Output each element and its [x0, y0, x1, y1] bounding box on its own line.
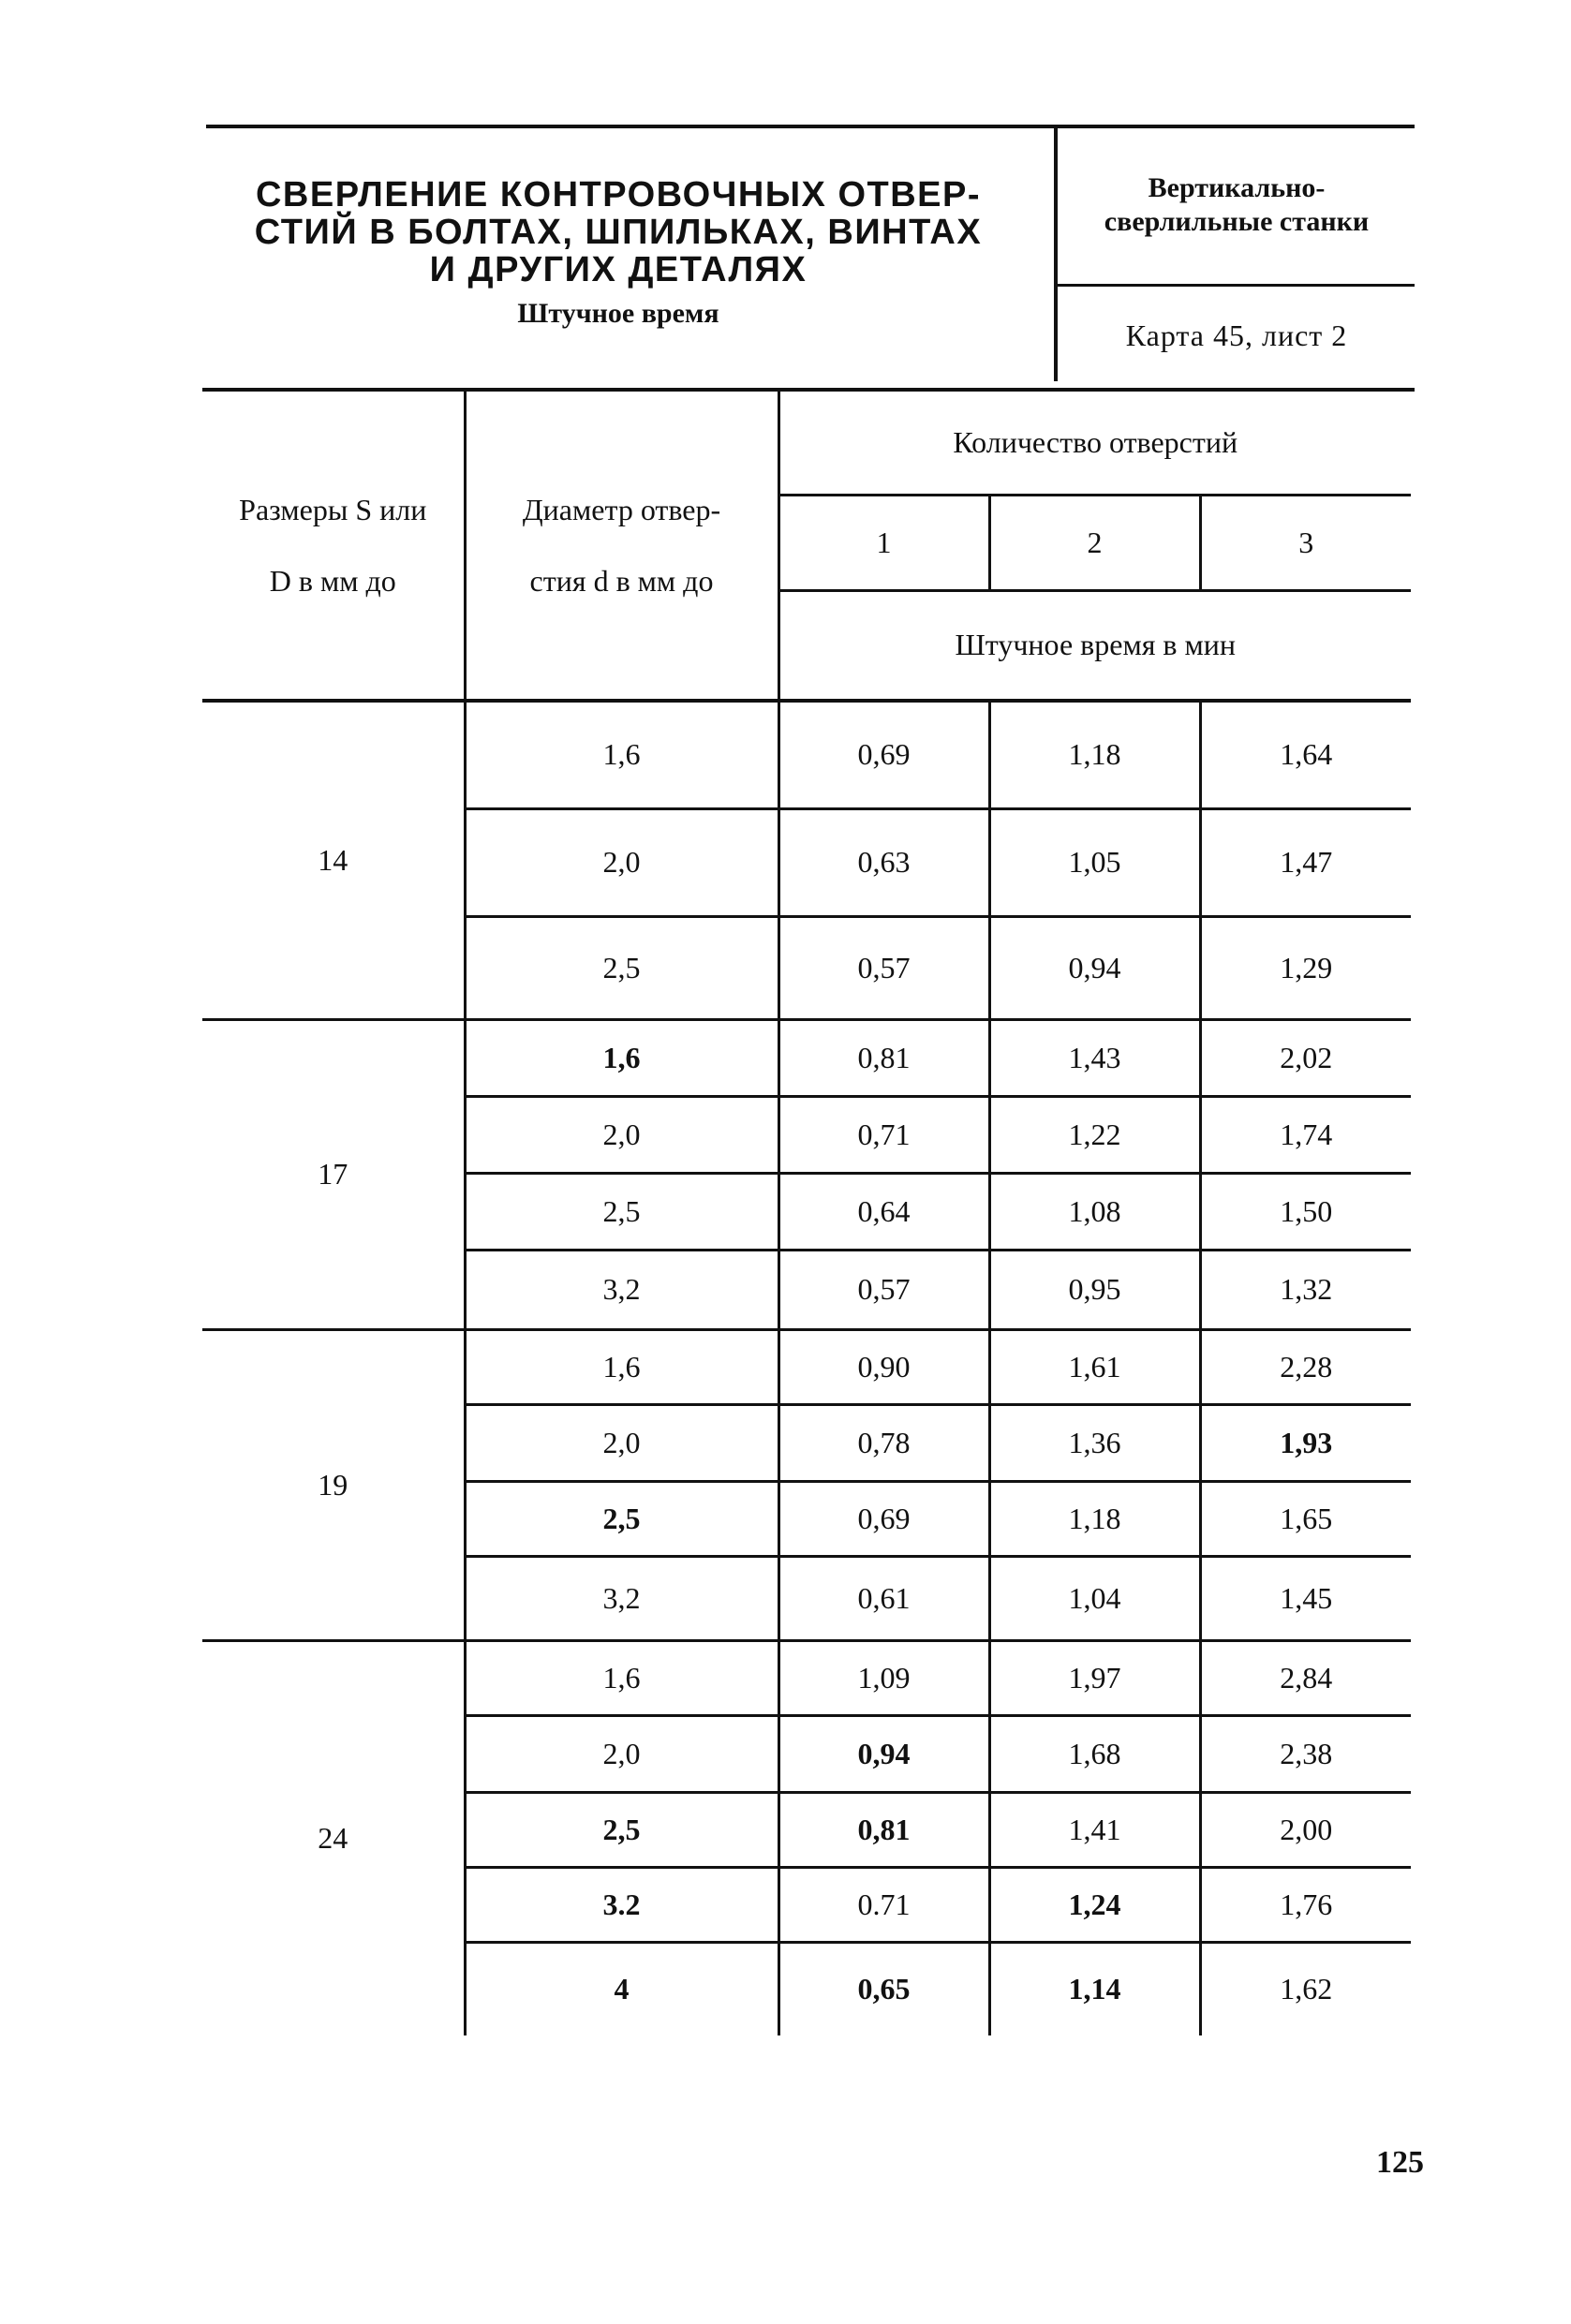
- hole-count-2: 2: [989, 495, 1200, 590]
- diameter-value: 3,2: [465, 1250, 778, 1329]
- time-value: 0,61: [778, 1556, 989, 1640]
- time-value: 2,02: [1200, 1019, 1411, 1096]
- time-value: 1,68: [989, 1715, 1200, 1792]
- time-value: 1,65: [1200, 1481, 1411, 1556]
- diameter-value: 3.2: [465, 1867, 778, 1942]
- time-value: 1,18: [989, 1481, 1200, 1556]
- column-header-size-line1: Размеры S или: [239, 493, 427, 526]
- column-header-hole-count: Количество отверстий: [778, 392, 1411, 495]
- time-value: 1,29: [1200, 916, 1411, 1019]
- time-value: 0,57: [778, 916, 989, 1019]
- time-value: 1,74: [1200, 1096, 1411, 1173]
- header-subtitle: Штучное время: [517, 298, 719, 329]
- time-value: 0,63: [778, 808, 989, 916]
- time-value: 1,32: [1200, 1250, 1411, 1329]
- drilling-time-table: [202, 392, 1411, 2035]
- time-value: 1,22: [989, 1096, 1200, 1173]
- diameter-value: 2,5: [465, 916, 778, 1019]
- time-value: 1,64: [1200, 701, 1411, 808]
- diameter-value: 2,5: [465, 1173, 778, 1250]
- time-value: 0,95: [989, 1250, 1200, 1329]
- time-value: 0,69: [778, 1481, 989, 1556]
- size-value: 14: [202, 701, 465, 1019]
- diameter-value: 1,6: [465, 1329, 778, 1404]
- time-value: 0,78: [778, 1404, 989, 1481]
- diameter-value: 4: [465, 1942, 778, 2035]
- diameter-value: 2,0: [465, 808, 778, 916]
- time-value: 2,38: [1200, 1715, 1411, 1792]
- column-header-diameter-line1: Диаметр отвер-: [522, 493, 721, 526]
- machine-type: [1063, 171, 1410, 239]
- time-value: 1,05: [989, 808, 1200, 916]
- time-value: 1,45: [1200, 1556, 1411, 1640]
- diameter-value: 2,0: [465, 1096, 778, 1173]
- hole-count-1: 1: [778, 495, 989, 590]
- header-title-line: И ДРУГИХ ДЕТАЛЯХ: [429, 250, 808, 289]
- time-value: 1,04: [989, 1556, 1200, 1640]
- size-value: 24: [318, 1821, 348, 1856]
- time-value: 1,14: [989, 1942, 1200, 2035]
- time-value: 1,97: [989, 1640, 1200, 1715]
- table-row: [202, 701, 1411, 808]
- hole-count-3: 3: [1200, 495, 1411, 590]
- time-value: 1,50: [1200, 1173, 1411, 1250]
- diameter-value: 2,5: [465, 1792, 778, 1867]
- time-value: 1,62: [1200, 1942, 1411, 2035]
- time-value: 1,41: [989, 1792, 1200, 1867]
- diameter-value: 1,6: [465, 1640, 778, 1715]
- header-title: [206, 176, 1030, 289]
- table-row: [202, 1640, 1411, 1715]
- diameter-value: 2,0: [465, 1404, 778, 1481]
- time-value: 0,90: [778, 1329, 989, 1404]
- size-value: 19: [202, 1329, 465, 1640]
- header-title-line: СТИЙ В БОЛТАХ, ШПИЛЬКАХ, ВИНТАХ: [254, 213, 983, 252]
- page-number: 125: [1376, 2145, 1424, 2180]
- time-value: 1,61: [989, 1329, 1200, 1404]
- diameter-value: 1,6: [465, 701, 778, 808]
- time-value: 1,43: [989, 1019, 1200, 1096]
- time-value: 1,09: [778, 1640, 989, 1715]
- time-value: 0.71: [778, 1867, 989, 1942]
- time-value: 0,57: [778, 1250, 989, 1329]
- time-value: 0,94: [778, 1715, 989, 1792]
- time-value: 0,65: [778, 1942, 989, 2035]
- time-value: 2,84: [1200, 1640, 1411, 1715]
- header-vertical-rule: [1054, 128, 1058, 381]
- diameter-value: 1,6: [465, 1019, 778, 1096]
- machine-type-line: Вертикально-: [1148, 172, 1326, 203]
- time-value: 0,81: [778, 1019, 989, 1096]
- size-value: 17: [202, 1019, 465, 1329]
- time-value: 2,28: [1200, 1329, 1411, 1404]
- header-title-line: СВЕРЛЕНИЕ КОНТРОВОЧНЫХ ОТВЕР-: [255, 175, 982, 215]
- table-row: [202, 1019, 1411, 1096]
- column-header-size-line2: D в мм до: [269, 564, 396, 598]
- time-value: 1,08: [989, 1173, 1200, 1250]
- time-value: 2,00: [1200, 1792, 1411, 1867]
- header-top-rule: [206, 125, 1415, 128]
- diameter-value: 2,0: [465, 1715, 778, 1792]
- time-value: 1,76: [1200, 1867, 1411, 1942]
- table-row: [202, 1329, 1411, 1404]
- diameter-value: 3,2: [465, 1556, 778, 1640]
- diameter-value: 2,5: [465, 1481, 778, 1556]
- time-value: 0,71: [778, 1096, 989, 1173]
- column-header-diameter: [465, 392, 778, 701]
- time-value: 0,81: [778, 1792, 989, 1867]
- column-header-diameter-line2: стия d в мм до: [529, 564, 714, 598]
- time-value: 1,93: [1200, 1404, 1411, 1481]
- header-right-divider: [1058, 284, 1415, 287]
- time-value: 0,64: [778, 1173, 989, 1250]
- time-value: 0,69: [778, 701, 989, 808]
- time-value: 1,47: [1200, 808, 1411, 916]
- time-value: 1,18: [989, 701, 1200, 808]
- time-value: 1,36: [989, 1404, 1200, 1481]
- time-value: 1,24: [989, 1867, 1200, 1942]
- column-header-size: [202, 392, 465, 701]
- card-reference: Карта 45, лист 2: [1125, 318, 1348, 352]
- time-value: 0,94: [989, 916, 1200, 1019]
- machine-type-line: сверлильные станки: [1104, 206, 1370, 237]
- column-header-time: Штучное время в мин: [778, 590, 1411, 701]
